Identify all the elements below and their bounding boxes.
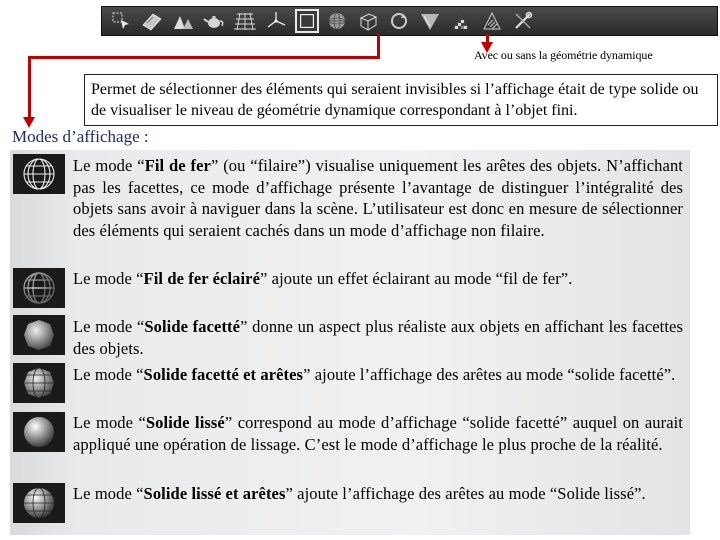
mode-description-smooth-edges: [73, 483, 683, 505]
mode-suffix: ” (ou “filaire”) visualise uniquement les arêtes des objets. N’affichant pas les facettes, ce mode d’affichage présente l’avantage de distinguer l’intégralité des objets sans avoir à naviguer dans la scène. L’utilisateur est donc en mesure de sélectionner des éléments qui seraient cachés dans un mode d’affichage non filaire.: [73, 156, 683, 240]
mode-name: Solide lissé et arêtes: [143, 484, 286, 503]
description-box: Permet de sélectionner des éléments qui seraient invisibles si l’affichage était de type solide ou de visualiser le niveau de géométrie dynamique correspondant à l’objet fini.: [84, 74, 718, 126]
mode-suffix: ” ajoute un effet éclairant au mode “fil de fer”.: [260, 269, 573, 288]
smooth-edges-icon: [13, 483, 65, 523]
faceted-edges-icon: [13, 363, 65, 403]
mode-description-faceted-edges: [73, 364, 683, 386]
mode-description-wireframe: [73, 155, 683, 241]
mode-name: Fil de fer: [144, 156, 211, 175]
chess-icon[interactable]: [446, 8, 476, 34]
select-icon[interactable]: [106, 8, 136, 34]
cone-icon[interactable]: [415, 8, 445, 34]
mode-prefix: Le mode “: [73, 365, 144, 384]
mode-prefix: Le mode “: [73, 156, 145, 175]
mode-suffix: ” correspond au mode d’affichage “solide facetté” auquel on aurait appliqué une opération de lissage. C’est le mode d’affichage le plus proche de la réalité.: [73, 413, 683, 454]
mode-suffix: ” donne un aspect plus réaliste aux objets en affichant les facettes des objets.: [73, 317, 683, 358]
mode-suffix: ” ajoute l’affichage des arêtes au mode “Solide lissé”.: [285, 484, 646, 503]
arrow-line: [28, 56, 31, 118]
cube-icon[interactable]: [353, 8, 383, 34]
wireframe-globe-icon: [13, 154, 65, 194]
render-toolbar: [101, 6, 718, 36]
scanned-book-panel: [10, 150, 690, 535]
faceted-solid-icon: [13, 315, 65, 355]
smooth-solid-icon: [13, 412, 65, 452]
geometry-caption: Avec ou sans la géométrie dynamique: [474, 48, 653, 62]
teapot-icon[interactable]: [199, 8, 229, 34]
mode-prefix: Le mode “: [73, 484, 144, 503]
plane-icon[interactable]: [137, 8, 167, 34]
mode-name: Solide facetté: [144, 317, 241, 336]
mode-name: Fil de fer éclairé: [143, 269, 261, 288]
tools-icon[interactable]: [508, 8, 538, 34]
axes-icon[interactable]: [261, 8, 291, 34]
mode-suffix: ” ajoute l’affichage des arêtes au mode “solide facetté”.: [303, 365, 676, 384]
modes-title: Modes d’affichage :: [12, 127, 149, 146]
lit-wireframe-globe-icon: [13, 268, 65, 308]
mode-description-faceted-solid: [73, 316, 683, 359]
hatch-icon[interactable]: [477, 8, 507, 34]
rotate-icon[interactable]: [384, 8, 414, 34]
mode-prefix: Le mode “: [73, 269, 144, 288]
objects-icon[interactable]: [168, 8, 198, 34]
grid-icon[interactable]: [230, 8, 260, 34]
arrow-line: [377, 34, 380, 57]
mode-prefix: Le mode “: [73, 413, 146, 432]
wireframe-box-icon[interactable]: [295, 9, 319, 33]
arrow-line: [28, 56, 380, 59]
mode-name: Solide lissé: [145, 413, 225, 432]
mode-prefix: Le mode “: [73, 317, 145, 336]
mode-name: Solide facetté et arêtes: [143, 365, 304, 384]
mode-description-lit-wireframe: [73, 268, 683, 290]
mode-description-smooth-solid: [73, 412, 683, 455]
sphere-icon[interactable]: [322, 8, 352, 34]
